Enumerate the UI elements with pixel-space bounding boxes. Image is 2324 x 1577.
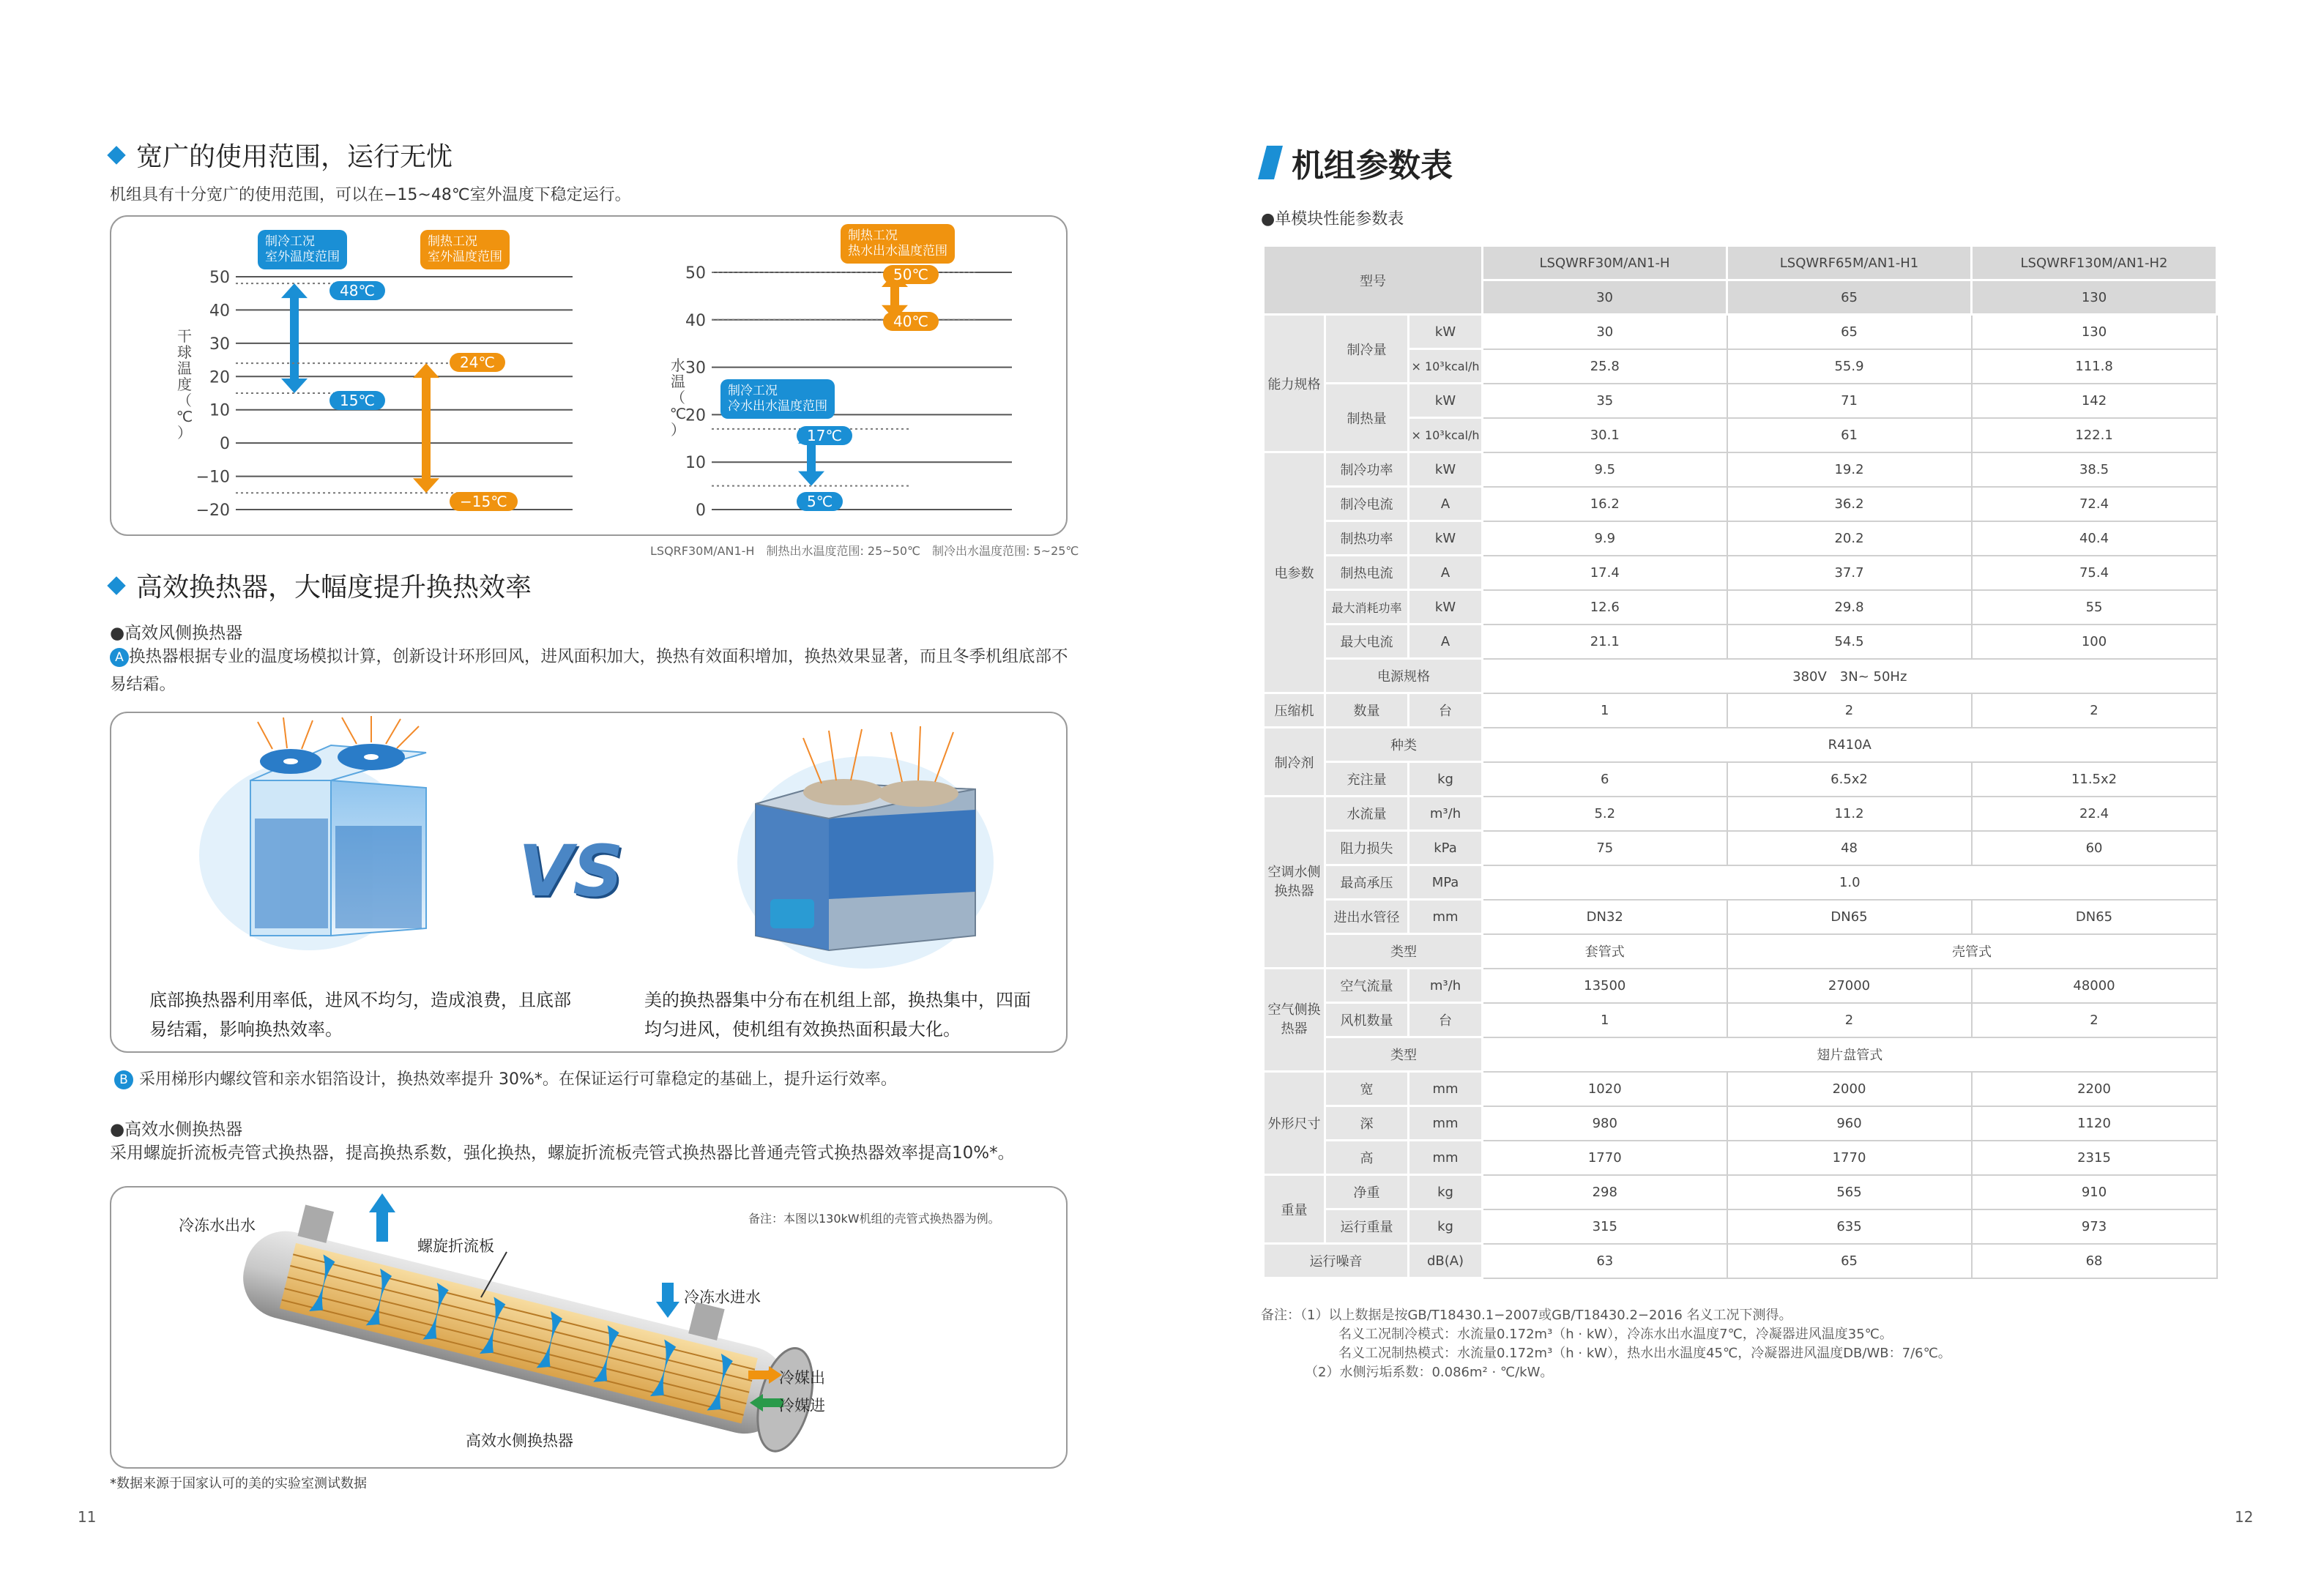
table-row: 类型 翅片盘管式 xyxy=(1264,1037,2217,1072)
page-number-left: 11 xyxy=(78,1508,97,1526)
table-row: 运行重量 kg 315 635 973 xyxy=(1264,1209,2217,1244)
tick-label: 10 xyxy=(209,401,230,420)
table-row: 30 65 130 xyxy=(1264,280,2217,315)
para-a: A 换热器根据专业的温度场模拟计算，创新设计环形回风，进风面积加大，换热有效面积增加，换热效果显著，而且冬季机组底部不易结霜。 xyxy=(110,647,1068,694)
water-hx-diagram-box xyxy=(110,1186,1068,1469)
axis-label: 干 xyxy=(177,327,192,345)
tick-label: 30 xyxy=(685,359,706,378)
range-charts-box xyxy=(110,215,1068,536)
tick-label: 0 xyxy=(220,435,230,454)
water-in-label: 冷冻水进水 xyxy=(684,1289,761,1306)
table-row: 制冷电流 A 16.2 36.2 72.4 xyxy=(1264,487,2217,521)
tick-label: 10 xyxy=(685,454,706,473)
ordinary-unit-illustration xyxy=(185,716,565,965)
chart-note: LSQRF30M/AN1-H 制热出水温度范围: 25~50℃ 制冷出水温度范围: 5~25℃ xyxy=(650,544,1079,558)
cold-water-range-label: 制冷工况 冷水出水温度范围 xyxy=(720,379,835,419)
tick-label: −20 xyxy=(195,502,230,520)
cool-max-label: 48℃ xyxy=(329,281,385,300)
table-note-1: 备注：（1）以上数据是按GB/T18430.1−2007或GB/T18430.2−2016 名义工况下测得。 xyxy=(1261,1308,1792,1323)
axis-label: 温 xyxy=(177,359,192,377)
vs-label: VS xyxy=(518,830,624,912)
cold-max-label: 17℃ xyxy=(797,426,852,445)
table-row: × 10³kcal/h 30.1 61 122.1 xyxy=(1264,418,2217,452)
range-description: 机组具有十分宽广的使用范围，可以在−15~48℃室外温度下稳定运行。 xyxy=(110,186,631,204)
heat-min-label: −15℃ xyxy=(450,492,518,511)
cool-min-label: 15℃ xyxy=(329,391,385,410)
hot-water-range-label: 制热工况 热水出水温度范围 xyxy=(841,224,955,264)
range-arrow-0-head-up xyxy=(281,283,308,298)
diagram-note: 备注：本图以130kW机组的壳管式换热器为例。 xyxy=(748,1212,1000,1226)
heat-range-label: 制热工况 室外温度范围 xyxy=(420,230,510,269)
range-arrow-1-head-down xyxy=(798,471,824,486)
spec-title: 机组参数表 xyxy=(1258,139,1453,186)
baffle-label: 螺旋折流板 xyxy=(417,1237,494,1255)
table-row: 最高承压 MPa 1.0 xyxy=(1264,865,2217,900)
badge-b-icon: B xyxy=(114,1070,133,1089)
badge-a-icon: A xyxy=(110,648,129,667)
heat-max-label: 24℃ xyxy=(450,353,505,372)
axis-label: （ xyxy=(177,392,192,409)
spec-table xyxy=(1262,245,2218,1279)
table-row: 重量 净重 kg 298 565 910 xyxy=(1264,1175,2217,1209)
cool-range-label: 制冷工况 室外温度范围 xyxy=(258,230,347,269)
axis-label: ） xyxy=(177,424,192,441)
diamond-bullet-icon xyxy=(107,576,125,594)
table-row: 型号 LSQWRF30M/AN1-H LSQWRF65M/AN1-H1 LSQWRF130M/AN1-H2 xyxy=(1264,246,2217,280)
axis-label: 温 xyxy=(671,373,685,390)
table-row: 空气侧换热器 空气流量 m³/h 13500 27000 48000 xyxy=(1264,969,2217,1003)
table-note-3: 名义工况制热模式：水流量0.172m³（h · kW），热水出水温度45℃，冷凝器进风温度DB/WB：7/6℃。 xyxy=(1338,1346,1951,1361)
table-row: 电源规格 380V 3N~ 50Hz xyxy=(1264,659,2217,693)
air-hx-subtitle: ●高效风侧换热器 xyxy=(110,624,243,643)
air-hx-compare-box xyxy=(110,712,1068,1053)
tick-label: 40 xyxy=(685,311,706,330)
tick-label: 50 xyxy=(209,269,230,287)
table-note-2: 名义工况制冷模式：水流量0.172m³（h · kW），冷冻水出水温度7℃，冷凝器进风温度35℃。 xyxy=(1338,1327,1893,1342)
axis-label: ） xyxy=(671,421,685,439)
axis-label: （ xyxy=(671,389,685,406)
ref-out-label: 冷媒出 xyxy=(779,1369,825,1387)
water-hx-subtitle: ●高效水侧换热器 xyxy=(110,1120,243,1139)
table-row: 阻力损失 kPa 75 48 60 xyxy=(1264,831,2217,865)
section-title-range: 宽广的使用范围，运行无忧 xyxy=(110,136,452,174)
table-row: 外形尺寸 宽 mm 1020 2000 2200 xyxy=(1264,1072,2217,1106)
table-row: 制热电流 A 17.4 37.7 75.4 xyxy=(1264,556,2217,590)
axis-label: 球 xyxy=(177,343,192,361)
para-c: 采用螺旋折流板壳管式换热器，提高换热系数，强化换热，螺旋折流板壳管式换热器比普通壳管式换热器效率提高10%*。 xyxy=(110,1144,1015,1163)
range-arrow-0-shaft xyxy=(290,297,299,379)
table-row: 制热量 kW 35 71 142 xyxy=(1264,384,2217,418)
table-row: 空调水侧换热器 水流量 m³/h 5.2 11.2 22.4 xyxy=(1264,797,2217,831)
table-row: 运行噪音 dB(A) 63 65 68 xyxy=(1264,1244,2217,1278)
diagram-caption: 高效水侧换热器 xyxy=(466,1432,573,1450)
table-row: 类型 套管式 壳管式 xyxy=(1264,934,2217,969)
range-arrow-0-shaft xyxy=(890,286,899,306)
axis-label: ℃ xyxy=(176,408,193,425)
table-row: 最大电流 A 21.1 54.5 100 xyxy=(1264,625,2217,659)
range-arrow-1-head-up xyxy=(413,363,439,378)
water-out-label: 冷冻水出水 xyxy=(179,1217,256,1234)
table-row: 高 mm 1770 1770 2315 xyxy=(1264,1141,2217,1175)
page-number-right: 12 xyxy=(2235,1508,2254,1526)
outdoor-temp-chart xyxy=(111,217,624,536)
caption-midea: 美的换热器集中分布在机组上部，换热集中，四面均匀进风，使机组有效换热面积最大化。 xyxy=(644,990,1031,1040)
tick-label: 20 xyxy=(685,406,706,425)
axis-label: 度 xyxy=(177,376,192,393)
table-row: 压缩机 数量 台 1 2 2 xyxy=(1264,693,2217,728)
hot-min-label: 40℃ xyxy=(883,312,939,331)
table-note-4: （2）水侧污垢系数：0.086m² · ℃/kW。 xyxy=(1305,1365,1554,1380)
caption-ordinary: 底部换热器利用率低，进风不均匀，造成浪费，且底部易结霜，影响换热效率。 xyxy=(149,990,571,1040)
ref-in-label: 冷媒进 xyxy=(779,1397,825,1414)
table-row: 充注量 kg 6 6.5x2 11.5x2 xyxy=(1264,762,2217,797)
tick-label: −10 xyxy=(195,468,230,487)
section-title-hx: 高效换热器，大幅度提升换热效率 xyxy=(110,567,532,604)
diamond-bullet-icon xyxy=(107,146,125,164)
range-arrow-1-shaft xyxy=(807,443,816,472)
table-row: 风机数量 台 1 2 2 xyxy=(1264,1003,2217,1037)
cold-min-label: 5℃ xyxy=(797,492,843,511)
axis-label: 水 xyxy=(671,357,685,374)
tick-label: 20 xyxy=(209,368,230,387)
spec-subtitle: ●单模块性能参数表 xyxy=(1261,210,1404,228)
table-row: 电参数 制冷功率 kW 9.5 19.2 38.5 xyxy=(1264,452,2217,487)
range-arrow-1-shaft xyxy=(422,377,431,479)
table-row: 制冷剂 种类 R410A xyxy=(1264,728,2217,762)
water-temp-chart xyxy=(624,217,1068,536)
table-row: 能力规格 制冷量 kW 30 65 130 xyxy=(1264,315,2217,349)
midea-unit-illustration xyxy=(726,716,1019,980)
table-row: 最大消耗功率 kW 12.6 29.8 55 xyxy=(1264,590,2217,625)
table-row: × 10³kcal/h 25.8 55.9 111.8 xyxy=(1264,349,2217,384)
axis-label: ℃ xyxy=(669,405,687,422)
para-b: B 采用梯形内螺纹管和亲水铝箔设计，换热效率提升 30%*。在保证运行可靠稳定的基础上，提升运行效率。 xyxy=(114,1066,897,1094)
slash-bar-icon xyxy=(1258,146,1283,179)
hot-max-label: 50℃ xyxy=(883,265,939,284)
footnote: *数据来源于国家认可的美的实验室测试数据 xyxy=(110,1476,367,1491)
table-row: 制热功率 kW 9.9 20.2 40.4 xyxy=(1264,521,2217,556)
tick-label: 40 xyxy=(209,302,230,321)
range-arrow-1-head-down xyxy=(413,478,439,493)
tick-label: 0 xyxy=(696,502,706,520)
table-row: 进出水管径 mm DN32 DN65 DN65 xyxy=(1264,900,2217,934)
range-arrow-0-head-down xyxy=(281,379,308,393)
table-row: 深 mm 980 960 1120 xyxy=(1264,1106,2217,1141)
tick-label: 50 xyxy=(685,264,706,283)
tick-label: 30 xyxy=(209,335,230,354)
